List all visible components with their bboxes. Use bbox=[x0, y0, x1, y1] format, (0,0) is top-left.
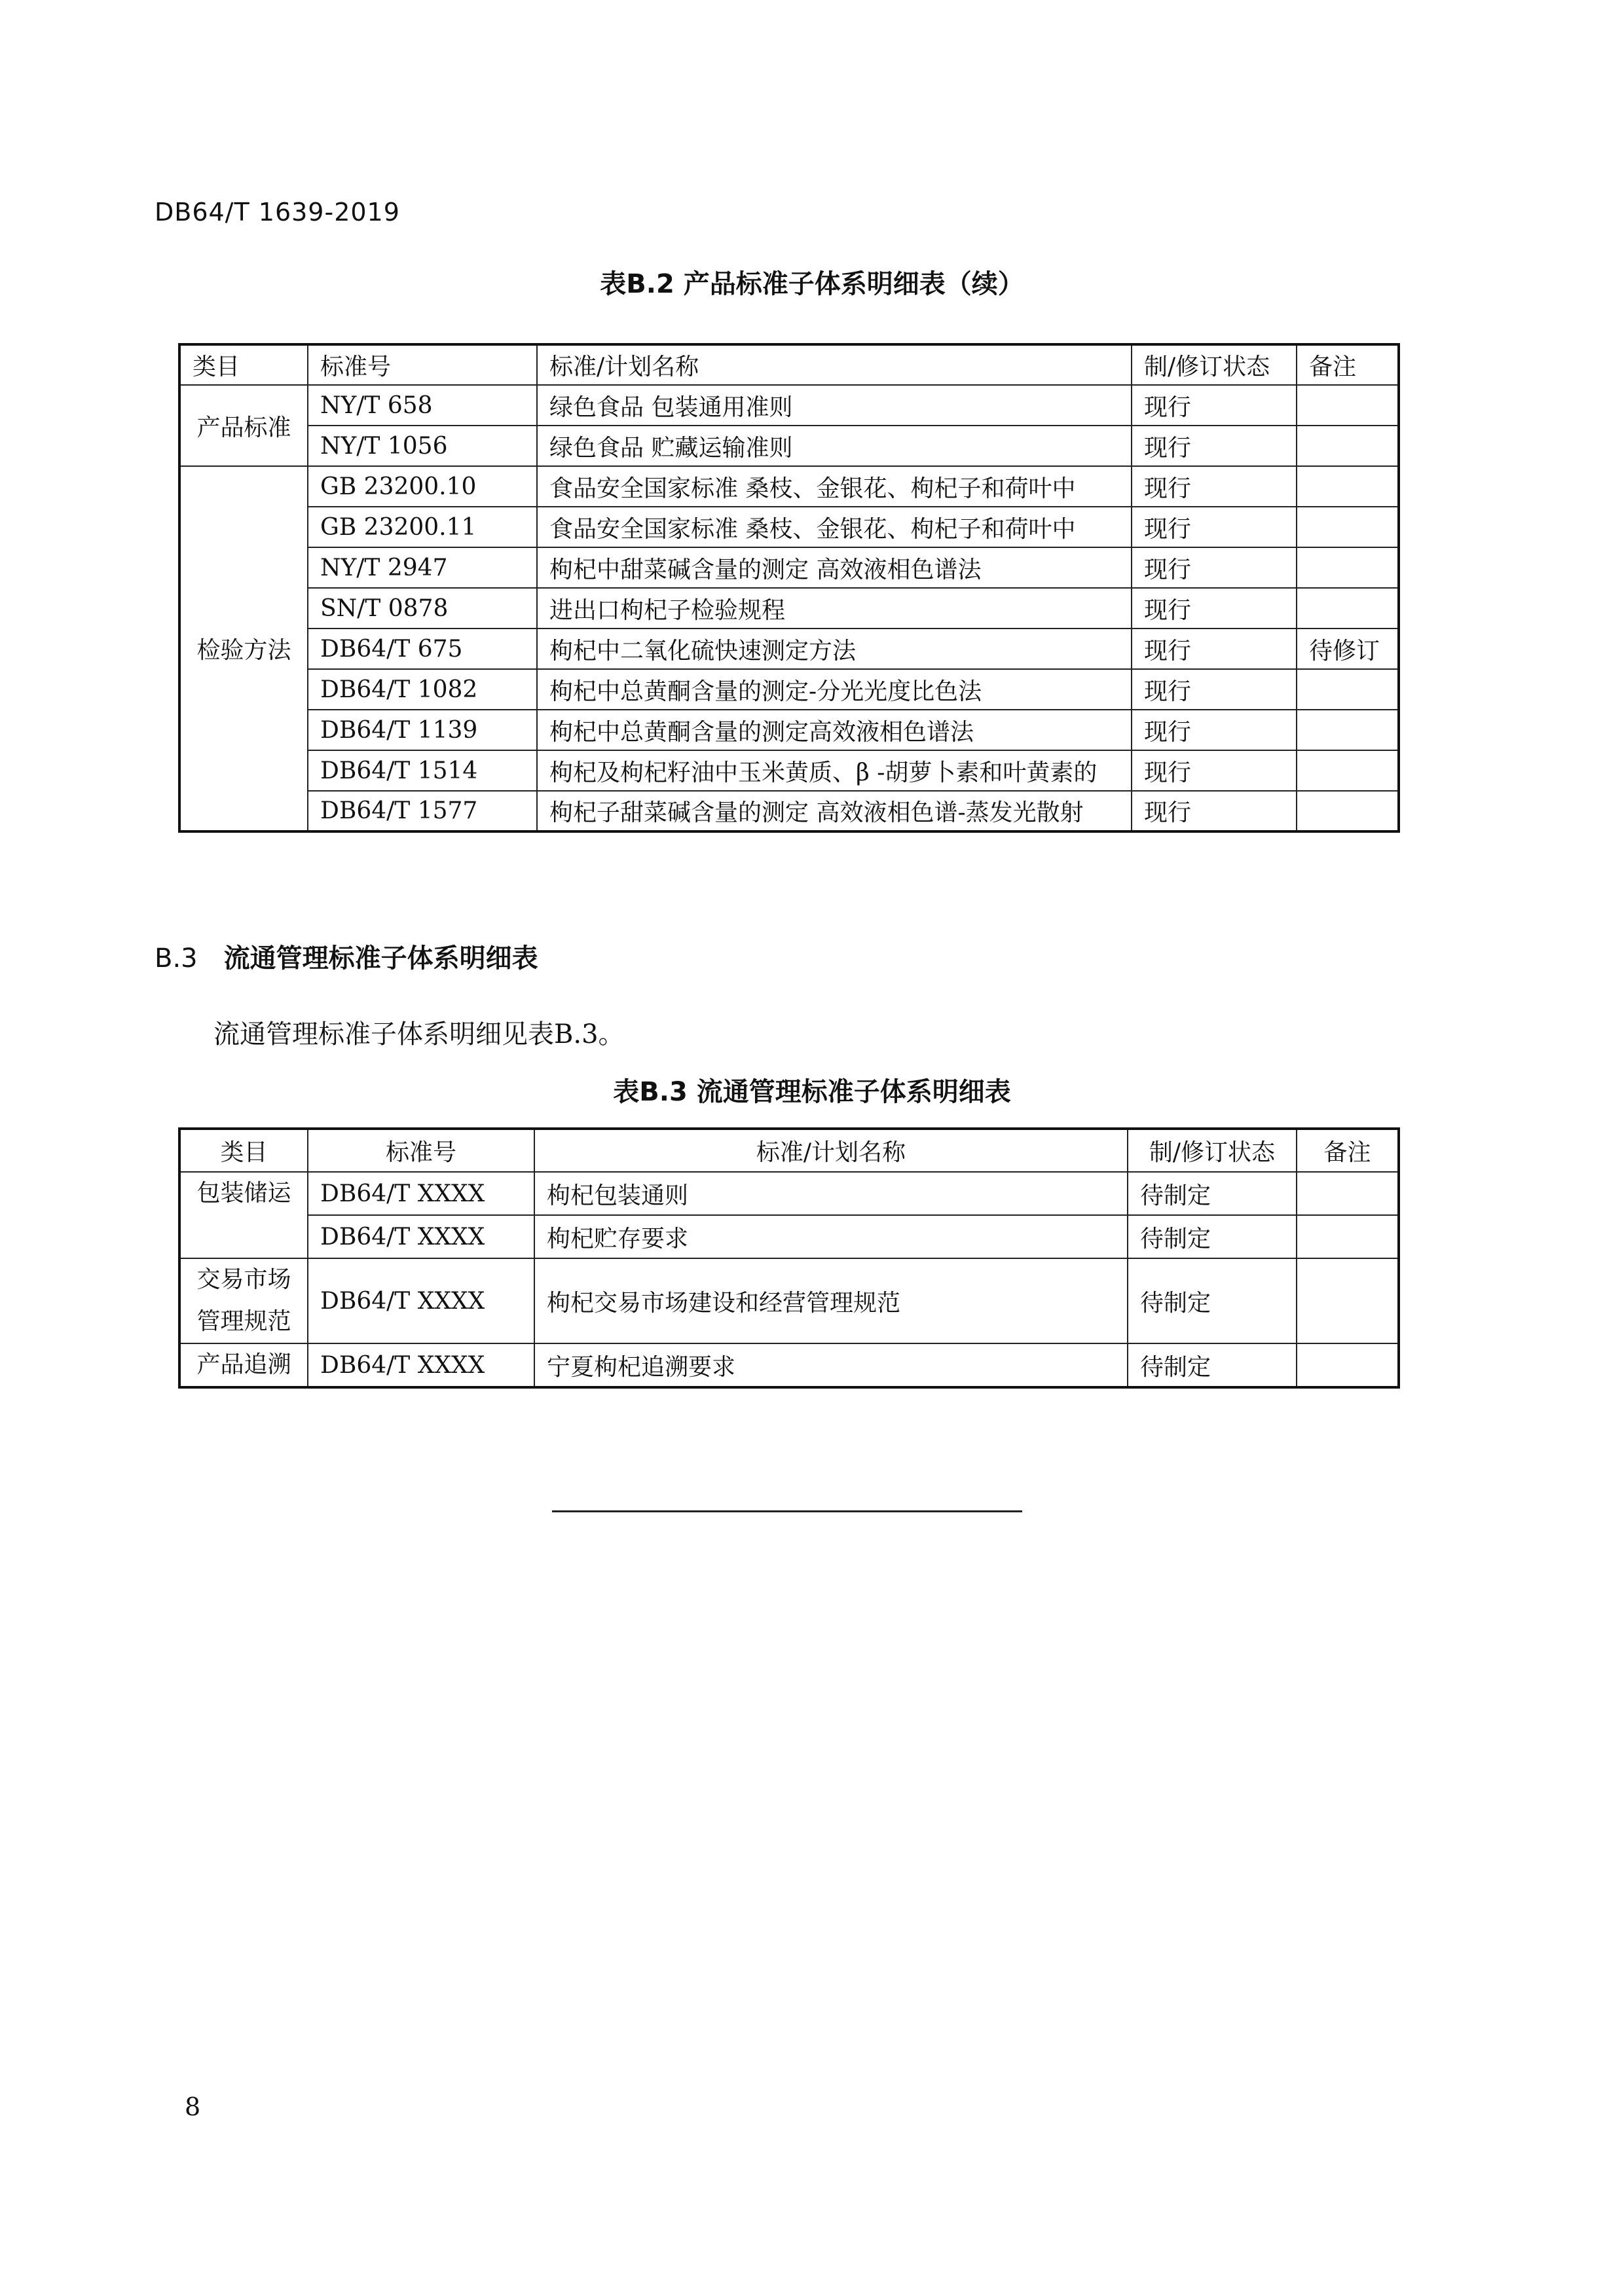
note-cell bbox=[1297, 547, 1399, 588]
standard-name: 枸杞包装通则 bbox=[534, 1172, 1128, 1215]
section-title: 流通管理标准子体系明细表 bbox=[223, 943, 538, 974]
note-cell bbox=[1297, 507, 1399, 547]
standard-code: GB 23200.10 bbox=[308, 466, 537, 507]
standard-code: DB64/T XXXX bbox=[308, 1343, 534, 1387]
table-row bbox=[179, 1258, 1399, 1343]
note-cell bbox=[1297, 750, 1399, 791]
status-cell: 现行 bbox=[1132, 466, 1297, 507]
body-paragraph: 流通管理标准子体系明细见表B.3。 bbox=[213, 1019, 625, 1049]
standard-code: GB 23200.11 bbox=[308, 507, 537, 547]
standard-name: 枸杞及枸杞籽油中玉米黄质、β -胡萝卜素和叶黄素的 bbox=[537, 750, 1132, 791]
status-cell: 现行 bbox=[1132, 426, 1297, 466]
section-heading bbox=[155, 938, 538, 975]
standard-name: 食品安全国家标准 桑枝、金银花、枸杞子和荷叶中 bbox=[537, 507, 1132, 547]
status-cell: 现行 bbox=[1132, 588, 1297, 629]
standard-name: 枸杞中总黄酮含量的测定高效液相色谱法 bbox=[537, 710, 1132, 750]
column-header: 标准/计划名称 bbox=[537, 344, 1132, 385]
column-header: 备注 bbox=[1297, 344, 1399, 385]
standard-name: 食品安全国家标准 桑枝、金银花、枸杞子和荷叶中 bbox=[537, 466, 1132, 507]
standard-code: SN/T 0878 bbox=[308, 588, 537, 629]
standard-name: 枸杞中总黄酮含量的测定-分光光度比色法 bbox=[537, 669, 1132, 710]
status-cell: 待制定 bbox=[1128, 1172, 1297, 1215]
note-cell bbox=[1297, 588, 1399, 629]
category-cell: 产品追溯 bbox=[179, 1343, 308, 1387]
table-b3-title: 表B.3 流通管理标准子体系明细表 bbox=[613, 1077, 1011, 1107]
category-cell bbox=[179, 1258, 308, 1343]
column-header: 类目 bbox=[179, 1129, 308, 1172]
table-header-row bbox=[179, 1129, 1399, 1172]
table-row bbox=[179, 710, 1399, 750]
section-number: B.3 bbox=[155, 943, 198, 974]
standard-name: 绿色食品 包装通用准则 bbox=[537, 385, 1132, 426]
table-row bbox=[179, 426, 1399, 466]
status-cell: 现行 bbox=[1132, 669, 1297, 710]
category-cell: 产品标准 bbox=[179, 385, 308, 466]
note-cell bbox=[1297, 426, 1399, 466]
category-line: 交易市场 bbox=[196, 1266, 291, 1293]
column-header: 类目 bbox=[179, 344, 308, 385]
table-row bbox=[179, 750, 1399, 791]
table-b3 bbox=[178, 1127, 1400, 1389]
standard-name: 枸杞交易市场建设和经营管理规范 bbox=[534, 1258, 1128, 1343]
table-row bbox=[179, 629, 1399, 669]
standard-code: DB64/T XXXX bbox=[308, 1258, 534, 1343]
table-row bbox=[179, 1215, 1399, 1258]
note-cell bbox=[1297, 669, 1399, 710]
status-cell: 待制定 bbox=[1128, 1258, 1297, 1343]
note-cell bbox=[1297, 1343, 1399, 1387]
status-cell: 现行 bbox=[1132, 547, 1297, 588]
table-b2 bbox=[178, 343, 1400, 833]
status-cell: 现行 bbox=[1132, 791, 1297, 831]
end-rule bbox=[552, 1510, 1022, 1512]
status-cell: 现行 bbox=[1132, 385, 1297, 426]
table-row bbox=[179, 791, 1399, 831]
table-header-row bbox=[179, 344, 1399, 385]
column-header: 备注 bbox=[1297, 1129, 1399, 1172]
standard-code: DB64/T XXXX bbox=[308, 1215, 534, 1258]
standard-name: 枸杞子甜菜碱含量的测定 高效液相色谱-蒸发光散射 bbox=[537, 791, 1132, 831]
column-header: 标准号 bbox=[308, 1129, 534, 1172]
status-cell: 现行 bbox=[1132, 750, 1297, 791]
column-header: 制/修订状态 bbox=[1132, 344, 1297, 385]
standard-code: DB64/T 1514 bbox=[308, 750, 537, 791]
standard-name: 枸杞中二氧化硫快速测定方法 bbox=[537, 629, 1132, 669]
table-row bbox=[179, 1343, 1399, 1387]
note-cell bbox=[1297, 1172, 1399, 1215]
column-header: 制/修订状态 bbox=[1128, 1129, 1297, 1172]
status-cell: 待制定 bbox=[1128, 1215, 1297, 1258]
standard-name: 进出口枸杞子检验规程 bbox=[537, 588, 1132, 629]
standard-code: NY/T 2947 bbox=[308, 547, 537, 588]
column-header: 标准号 bbox=[308, 344, 537, 385]
status-cell: 待制定 bbox=[1128, 1343, 1297, 1387]
table-row bbox=[179, 385, 1399, 426]
note-cell bbox=[1297, 1215, 1399, 1258]
note-cell bbox=[1297, 710, 1399, 750]
category-line: 管理规范 bbox=[196, 1308, 291, 1335]
column-header: 标准/计划名称 bbox=[534, 1129, 1128, 1172]
status-cell: 现行 bbox=[1132, 629, 1297, 669]
standard-code: NY/T 1056 bbox=[308, 426, 537, 466]
note-cell bbox=[1297, 1258, 1399, 1343]
table-row bbox=[179, 588, 1399, 629]
table-row bbox=[179, 669, 1399, 710]
table-b2-title: 表B.2 产品标准子体系明细表（续） bbox=[600, 269, 1024, 299]
table-row bbox=[179, 507, 1399, 547]
status-cell: 现行 bbox=[1132, 507, 1297, 547]
table-row bbox=[179, 547, 1399, 588]
standard-code: DB64/T 1577 bbox=[308, 791, 537, 831]
note-cell bbox=[1297, 385, 1399, 426]
standard-name: 宁夏枸杞追溯要求 bbox=[534, 1343, 1128, 1387]
note-cell: 待修订 bbox=[1297, 629, 1399, 669]
page-number: 8 bbox=[185, 2092, 201, 2121]
document-id: DB64/T 1639-2019 bbox=[155, 198, 400, 227]
standard-name: 枸杞中甜菜碱含量的测定 高效液相色谱法 bbox=[537, 547, 1132, 588]
standard-code: DB64/T 675 bbox=[308, 629, 537, 669]
standard-code: DB64/T 1139 bbox=[308, 710, 537, 750]
note-cell bbox=[1297, 466, 1399, 507]
standard-code: DB64/T 1082 bbox=[308, 669, 537, 710]
status-cell: 现行 bbox=[1132, 710, 1297, 750]
standard-code: DB64/T XXXX bbox=[308, 1172, 534, 1215]
category-cell: 检验方法 bbox=[179, 466, 308, 831]
standard-code: NY/T 658 bbox=[308, 385, 537, 426]
standard-name: 枸杞贮存要求 bbox=[534, 1215, 1128, 1258]
category-cell: 包装储运 bbox=[179, 1172, 308, 1258]
standard-name: 绿色食品 贮藏运输准则 bbox=[537, 426, 1132, 466]
note-cell bbox=[1297, 791, 1399, 831]
table-row bbox=[179, 1172, 1399, 1215]
table-row bbox=[179, 466, 1399, 507]
